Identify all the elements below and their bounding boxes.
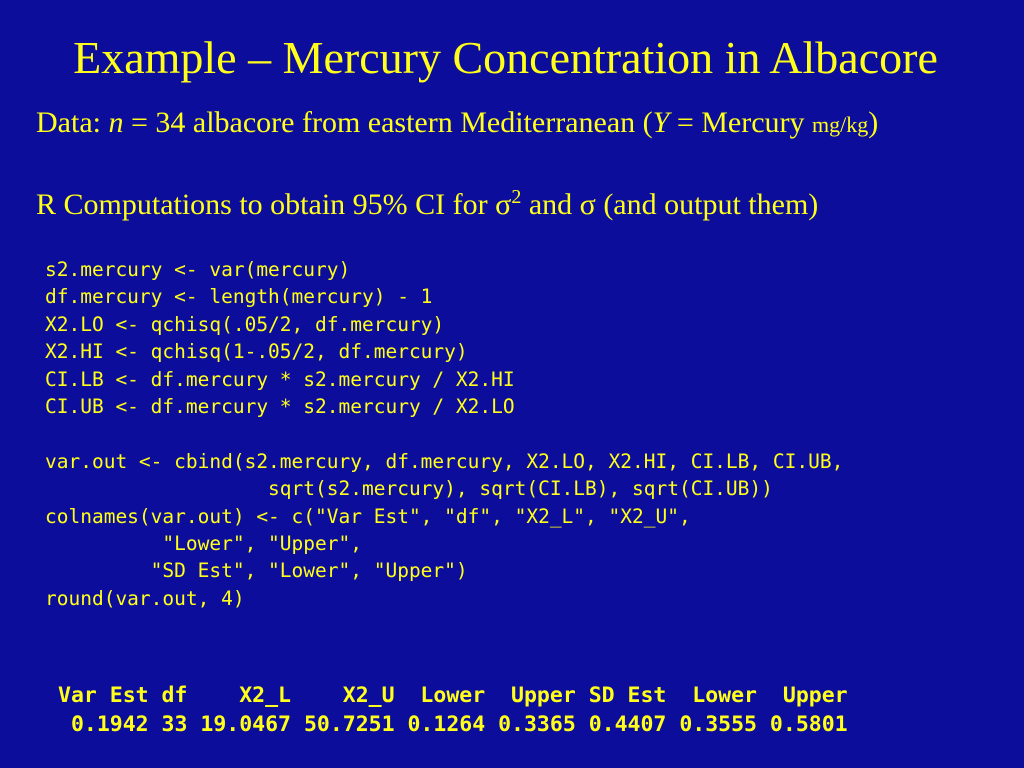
- r-output-block: [58, 681, 848, 739]
- r-computation-heading: [36, 187, 818, 223]
- code-line: df.mercury <- length(mercury) - 1: [45, 285, 433, 309]
- r-text-1: R Computations to obtain 95% CI for: [36, 188, 496, 221]
- output-values: 0.1942 33 19.0467 50.7251 0.1264 0.3365 0.4407 0.3555 0.5801: [58, 712, 848, 737]
- code-line: CI.LB <- df.mercury * s2.mercury / X2.HI: [45, 367, 515, 391]
- code-line: "Lower", "Upper",: [45, 532, 362, 556]
- output-header: Var Est df X2_L X2_U Lower Upper SD Est Lower Upper: [58, 683, 848, 708]
- y-symbol: Y: [652, 106, 670, 139]
- code-line: s2.mercury <- var(mercury): [45, 258, 351, 281]
- data-description: [36, 105, 878, 143]
- code-line: X2.LO <- qchisq(.05/2, df.mercury): [45, 312, 445, 336]
- code-line: CI.UB <- df.mercury * s2.mercury / X2.LO: [45, 395, 515, 419]
- r-text-2: (and output them): [595, 188, 819, 221]
- slide-title: Example – Mercury Concentration in Albacore: [73, 32, 938, 83]
- unit-text: mg/kg: [812, 112, 869, 137]
- n-text: = 34 albacore from eastern Mediterranean (: [123, 106, 653, 139]
- code-line: colnames(var.out) <- c("Var Est", "df", "X2_L", "X2_U",: [45, 504, 691, 528]
- sigma-symbol-2: σ: [579, 188, 596, 221]
- code-line: X2.HI <- qchisq(1-.05/2, df.mercury): [45, 340, 468, 364]
- n-symbol: n: [108, 106, 124, 139]
- data-prefix: Data:: [36, 106, 109, 139]
- code-line: "SD Est", "Lower", "Upper"): [45, 559, 468, 583]
- r-code-block: [45, 256, 843, 612]
- exponent: 2: [511, 186, 522, 208]
- sigma-symbol: σ: [495, 188, 512, 221]
- data-close: ): [868, 106, 879, 139]
- code-line: sqrt(s2.mercury), sqrt(CI.LB), sqrt(CI.UB)): [45, 477, 773, 501]
- code-line: var.out <- cbind(s2.mercury, df.mercury, X2.LO, X2.HI, CI.LB, CI.UB,: [45, 449, 844, 473]
- and-text: and: [521, 188, 580, 221]
- code-line: round(var.out, 4): [45, 586, 245, 610]
- y-text: = Mercury: [669, 106, 813, 139]
